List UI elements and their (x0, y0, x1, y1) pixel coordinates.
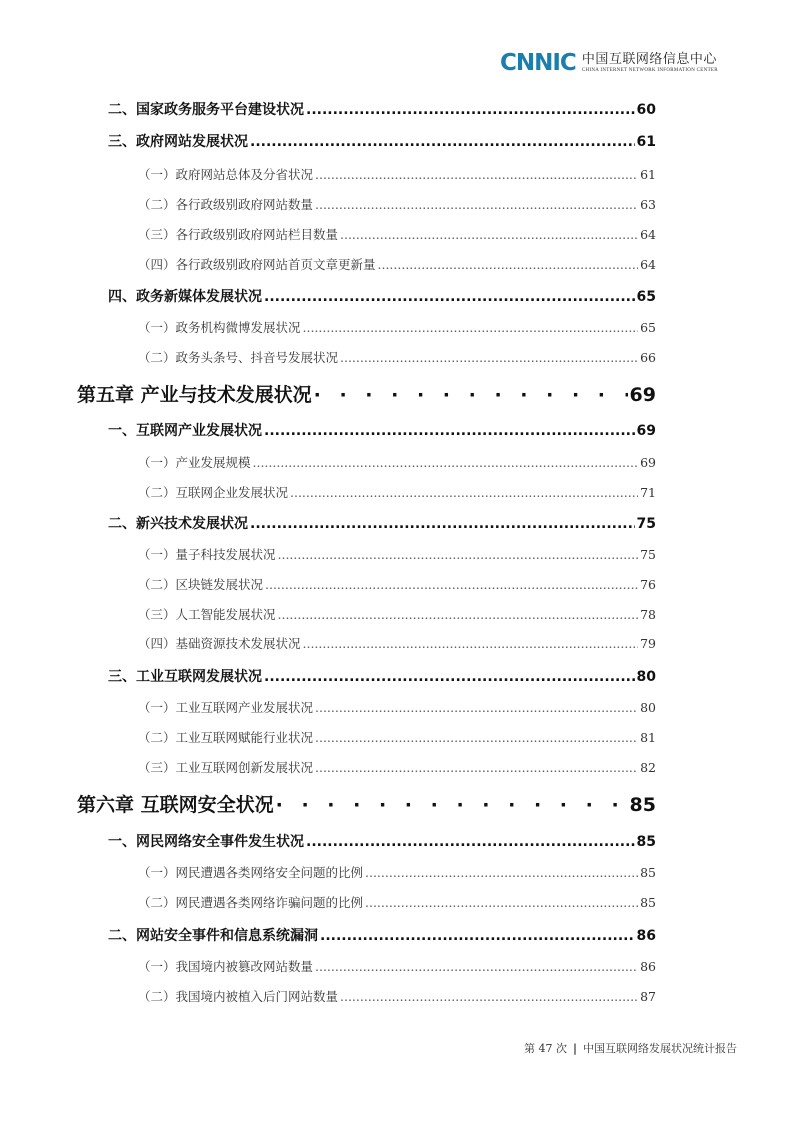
toc-entry[interactable] (138, 195, 656, 213)
toc-entry-title: 二、新兴技术发展状况 (108, 516, 248, 532)
toc-entry-page: 71 (640, 485, 656, 500)
dot-leader (303, 636, 639, 651)
toc-entry-title: 四、政务新媒体发展状况 (108, 289, 262, 305)
toc-entry-title: （三）工业互联网创新发展状况 (138, 760, 314, 775)
toc-entry[interactable] (138, 453, 656, 471)
toc-entry-page: 61 (640, 167, 656, 182)
toc-entry-page: 69 (636, 423, 656, 439)
dot-leader (264, 423, 635, 439)
toc-entry-title: 一、网民网络安全事件发生状况 (108, 834, 304, 850)
dot-leader (278, 547, 639, 562)
toc-entry-page: 69 (640, 455, 656, 470)
toc-entry[interactable] (138, 483, 656, 501)
toc-entry-page: 76 (640, 577, 656, 592)
toc-entry[interactable] (138, 225, 656, 243)
cnnic-logo (500, 50, 718, 76)
page-footer (524, 1040, 737, 1056)
dot-leader (264, 289, 635, 305)
toc-entry-title: （二）区块链发展状况 (138, 577, 264, 592)
toc-chapter[interactable] (77, 380, 656, 407)
toc-entry[interactable] (138, 987, 656, 1005)
toc-entry-page: 78 (640, 607, 656, 622)
toc-entry-page: 60 (636, 102, 656, 118)
toc-entry-page: 86 (640, 959, 656, 974)
toc-entry-page: 80 (636, 669, 656, 685)
toc-entry[interactable] (138, 957, 656, 975)
dot-leader (315, 197, 638, 212)
toc-entry-title: 二、国家政务服务平台建设状况 (108, 102, 304, 118)
toc-entry-title: （一）政务机构微博发展状况 (138, 320, 301, 335)
toc-entry-title: （二）政务头条号、抖音号发展状况 (138, 350, 339, 365)
toc-entry-page: 61 (636, 134, 656, 150)
toc-entry[interactable] (108, 286, 656, 306)
toc-entry-title: （一）量子科技发展状况 (138, 547, 276, 562)
toc-entry-title: 三、工业互联网发展状况 (108, 669, 262, 685)
toc-entry-title: （二）网民遭遇各类网络诈骗问题的比例 (138, 895, 364, 910)
toc-entry[interactable] (138, 255, 656, 273)
dot-leader (253, 455, 639, 470)
dot-leader (265, 577, 638, 592)
toc-entry-page: 85 (629, 794, 656, 816)
logo-chinese-name: 中国互联网络信息中心 (581, 52, 717, 67)
toc-entry-page: 64 (640, 227, 656, 242)
dot-leader (250, 516, 635, 532)
toc-entry-title: （四）各行政级别政府网站首页文章更新量 (138, 257, 376, 272)
toc-entry-title: （二）我国境内被植入后门网站数量 (138, 989, 339, 1004)
logo-mark: CNNIC (500, 50, 576, 76)
toc-entry-title: （二）各行政级别政府网站数量 (138, 197, 314, 212)
footer-edition: 第 47 次 (524, 1042, 567, 1055)
dot-leader (303, 320, 639, 335)
toc-entry-page: 86 (636, 928, 656, 944)
toc-entry-page: 85 (636, 834, 656, 850)
toc-entry-title: 一、互联网产业发展状况 (108, 423, 262, 439)
dot-leader (314, 384, 628, 406)
toc-entry[interactable] (108, 513, 656, 533)
dot-leader (315, 959, 638, 974)
toc-entry-title: （一）工业互联网产业发展状况 (138, 700, 314, 715)
toc-entry-title: （二）工业互联网赋能行业状况 (138, 730, 314, 745)
toc-entry[interactable] (108, 666, 656, 686)
dot-leader (378, 257, 639, 272)
toc-entry-page: 85 (640, 865, 656, 880)
toc-entry[interactable] (108, 99, 656, 119)
toc-entry[interactable] (138, 545, 656, 563)
dot-leader (320, 928, 635, 944)
logo-text (582, 52, 718, 74)
toc-entry-page: 65 (640, 320, 656, 335)
toc-entry-title: （一）我国境内被篡改网站数量 (138, 959, 314, 974)
toc-entry-page: 75 (640, 547, 656, 562)
toc-entry-page: 82 (640, 760, 656, 775)
toc-entry-page: 64 (640, 257, 656, 272)
toc-entry-page: 63 (640, 197, 656, 212)
dot-leader (315, 167, 638, 182)
toc-entry-page: 75 (636, 516, 656, 532)
toc-entry-title: 二、网站安全事件和信息系统漏洞 (108, 928, 318, 944)
toc-entry[interactable] (108, 831, 656, 851)
dot-leader (340, 350, 638, 365)
dot-leader (340, 989, 638, 1004)
dot-leader (315, 700, 638, 715)
toc-entry-title: 第五章 产业与技术发展状况 (77, 384, 312, 406)
toc-entry[interactable] (138, 605, 656, 623)
dot-leader (315, 730, 638, 745)
toc-entry-title: （三）人工智能发展状况 (138, 607, 276, 622)
toc-entry-page: 65 (636, 289, 656, 305)
toc-entry[interactable] (108, 925, 656, 945)
toc-entry-title: 第六章 互联网安全状况 (77, 794, 274, 816)
toc-entry-page: 81 (640, 730, 656, 745)
toc-chapter[interactable] (77, 790, 656, 817)
toc-entry[interactable] (138, 348, 656, 366)
footer-report-title: 中国互联网络发展状况统计报告 (583, 1042, 738, 1055)
footer-separator: | (573, 1041, 578, 1055)
toc-entry[interactable] (138, 728, 656, 746)
dot-leader (306, 834, 635, 850)
toc-entry[interactable] (138, 758, 656, 776)
toc-entry-page: 80 (640, 700, 656, 715)
dot-leader (306, 102, 635, 118)
dot-leader (276, 794, 628, 816)
toc-entry[interactable] (108, 420, 656, 440)
toc-entry-page: 69 (629, 384, 656, 406)
toc-entry[interactable] (108, 131, 656, 151)
toc-entry-title: （三）各行政级别政府网站栏目数量 (138, 227, 339, 242)
toc-entry-page: 87 (640, 989, 656, 1004)
toc-entry[interactable] (138, 165, 656, 183)
toc-entry-title: （二）互联网企业发展状况 (138, 485, 289, 500)
toc-entry-page: 79 (640, 636, 656, 651)
dot-leader (250, 134, 635, 150)
dot-leader (365, 895, 638, 910)
toc-entry-page: 85 (640, 895, 656, 910)
toc-entry-page: 66 (640, 350, 656, 365)
toc-entry-title: （一）产业发展规模 (138, 455, 251, 470)
dot-leader (264, 669, 635, 685)
dot-leader (315, 760, 638, 775)
toc-entry[interactable] (138, 575, 656, 593)
toc-entry[interactable] (138, 863, 656, 881)
toc-entry[interactable] (138, 893, 656, 911)
logo-english-name: CHINA INTERNET NETWORK INFORMATION CENTER (581, 68, 718, 73)
dot-leader (365, 865, 638, 880)
toc-entry-title: （一）网民遭遇各类网络安全问题的比例 (138, 865, 364, 880)
toc-entry-title: 三、政府网站发展状况 (108, 134, 248, 150)
toc-entry[interactable] (138, 698, 656, 716)
dot-leader (340, 227, 638, 242)
dot-leader (278, 607, 639, 622)
toc-entry-title: （一）政府网站总体及分省状况 (138, 167, 314, 182)
toc-entry[interactable] (138, 634, 656, 652)
toc-entry[interactable] (138, 318, 656, 336)
dot-leader (290, 485, 638, 500)
toc-entry-title: （四）基础资源技术发展状况 (138, 636, 301, 651)
